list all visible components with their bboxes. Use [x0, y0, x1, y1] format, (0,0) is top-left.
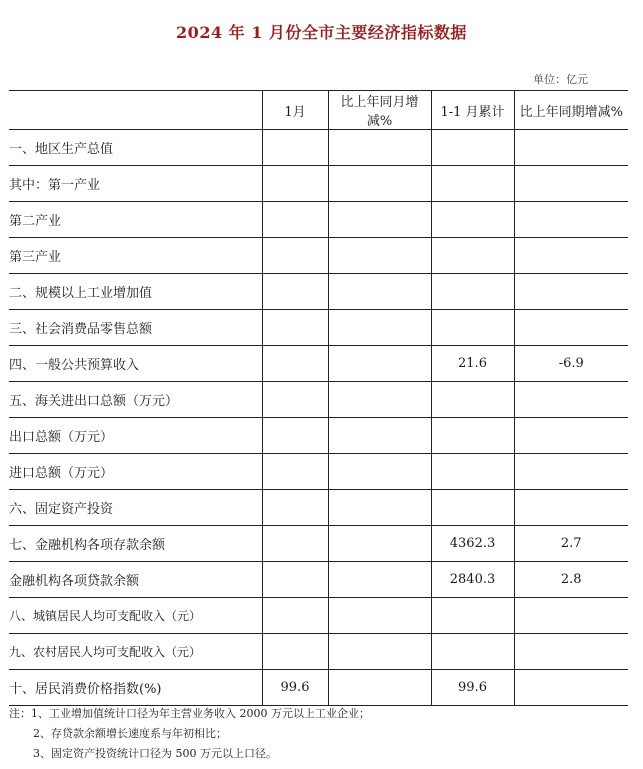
cell-cumulative-yoy: 2.7: [514, 526, 628, 562]
cell-month-yoy: [328, 130, 431, 166]
cell-month: [262, 418, 328, 454]
footnote-2: 2、存贷款余额增长速度系与年初相比；: [33, 727, 227, 740]
cell-month: [262, 202, 328, 238]
cell-cumulative: [431, 202, 514, 238]
cell-cumulative: 21.6: [431, 346, 514, 382]
footnote-3: 3、固定资产投资统计口径为 500 万元以上口径。: [33, 747, 277, 760]
cell-month: [262, 166, 328, 202]
cell-month-yoy: [328, 238, 431, 274]
header-month: 1月: [262, 91, 328, 130]
cell-month-yoy: [328, 346, 431, 382]
row-label: 进口总额（万元）: [9, 454, 262, 490]
cell-month-yoy: [328, 598, 431, 634]
cell-cumulative-yoy: [514, 454, 628, 490]
row-label: 六、固定资产投资: [9, 490, 262, 526]
cell-month-yoy: [328, 670, 431, 706]
cell-cumulative: [431, 130, 514, 166]
cell-cumulative-yoy: [514, 310, 628, 346]
cell-month: [262, 274, 328, 310]
cell-month: [262, 310, 328, 346]
table-row: [9, 526, 628, 562]
table-row: [9, 238, 628, 274]
cell-month-yoy: [328, 526, 431, 562]
table-row: [9, 454, 628, 490]
header-month-yoy: 比上年同月增减%: [328, 91, 431, 130]
unit-label: 单位：亿元: [533, 73, 588, 86]
cell-cumulative: 4362.3: [431, 526, 514, 562]
header-indicator: [9, 91, 262, 130]
cell-month: [262, 130, 328, 166]
cell-month-yoy: [328, 274, 431, 310]
table-header-row: [9, 91, 628, 130]
header-cumulative-yoy: 比上年同期增减%: [514, 91, 628, 130]
table-row: [9, 202, 628, 238]
cell-cumulative: [431, 382, 514, 418]
cell-cumulative-yoy: [514, 490, 628, 526]
cell-month-yoy: [328, 454, 431, 490]
cell-month: [262, 562, 328, 598]
cell-month: [262, 238, 328, 274]
row-label: 第二产业: [9, 202, 262, 238]
table-row: [9, 670, 628, 706]
cell-cumulative-yoy: [514, 238, 628, 274]
table-row: [9, 634, 628, 670]
cell-cumulative: [431, 166, 514, 202]
table-row: [9, 562, 628, 598]
cell-month: [262, 346, 328, 382]
table-body: [9, 130, 628, 706]
cell-cumulative: [431, 454, 514, 490]
table-row: [9, 490, 628, 526]
indicator-table: [9, 90, 628, 706]
cell-month: [262, 490, 328, 526]
cell-month-yoy: [328, 166, 431, 202]
cell-month-yoy: [328, 382, 431, 418]
cell-cumulative-yoy: -6.9: [514, 346, 628, 382]
cell-cumulative-yoy: [514, 274, 628, 310]
footnotes: [9, 704, 370, 764]
cell-month: [262, 634, 328, 670]
cell-month-yoy: [328, 490, 431, 526]
header-cumulative: 1-1 月累计: [431, 91, 514, 130]
row-label: 二、规模以上工业增加值: [9, 274, 262, 310]
table-row: [9, 130, 628, 166]
cell-cumulative-yoy: [514, 202, 628, 238]
table-row: [9, 598, 628, 634]
cell-month-yoy: [328, 202, 431, 238]
row-label: 其中：第一产业: [9, 166, 262, 202]
cell-month-yoy: [328, 310, 431, 346]
cell-cumulative-yoy: 2.8: [514, 562, 628, 598]
table-row: [9, 418, 628, 454]
cell-cumulative: 2840.3: [431, 562, 514, 598]
row-label: 一、地区生产总值: [9, 130, 262, 166]
table-row: [9, 310, 628, 346]
cell-cumulative: [431, 238, 514, 274]
cell-cumulative: 99.6: [431, 670, 514, 706]
row-label: 九、农村居民人均可支配收入（元）: [9, 634, 262, 670]
cell-cumulative: [431, 274, 514, 310]
cell-cumulative: [431, 490, 514, 526]
cell-cumulative: [431, 418, 514, 454]
row-label: 十、居民消费价格指数(%): [9, 670, 262, 706]
cell-month-yoy: [328, 418, 431, 454]
cell-cumulative-yoy: [514, 382, 628, 418]
table-row: [9, 166, 628, 202]
cell-cumulative-yoy: [514, 598, 628, 634]
cell-cumulative-yoy: [514, 634, 628, 670]
cell-cumulative-yoy: [514, 166, 628, 202]
footnote-1: 注：1、工业增加值统计口径为年主营业务收入 2000 万元以上工业企业；: [9, 707, 370, 720]
row-label: 七、金融机构各项存款余额: [9, 526, 262, 562]
cell-cumulative: [431, 634, 514, 670]
cell-month: [262, 598, 328, 634]
row-label: 三、社会消费品零售总额: [9, 310, 262, 346]
row-label: 第三产业: [9, 238, 262, 274]
cell-month-yoy: [328, 562, 431, 598]
table-row: [9, 346, 628, 382]
table-row: [9, 382, 628, 418]
cell-month: [262, 526, 328, 562]
cell-cumulative-yoy: [514, 418, 628, 454]
cell-month: 99.6: [262, 670, 328, 706]
row-label: 出口总额（万元）: [9, 418, 262, 454]
table-row: [9, 274, 628, 310]
cell-cumulative-yoy: [514, 130, 628, 166]
cell-month: [262, 382, 328, 418]
cell-cumulative-yoy: [514, 670, 628, 706]
cell-month: [262, 454, 328, 490]
cell-month-yoy: [328, 634, 431, 670]
row-label: 五、海关进出口总额（万元）: [9, 382, 262, 418]
cell-cumulative: [431, 598, 514, 634]
page-title: 2024 年 1 月份全市主要经济指标数据: [176, 23, 467, 42]
row-label: 四、一般公共预算收入: [9, 346, 262, 382]
row-label: 八、城镇居民人均可支配收入（元）: [9, 598, 262, 634]
cell-cumulative: [431, 310, 514, 346]
row-label: 金融机构各项贷款余额: [9, 562, 262, 598]
